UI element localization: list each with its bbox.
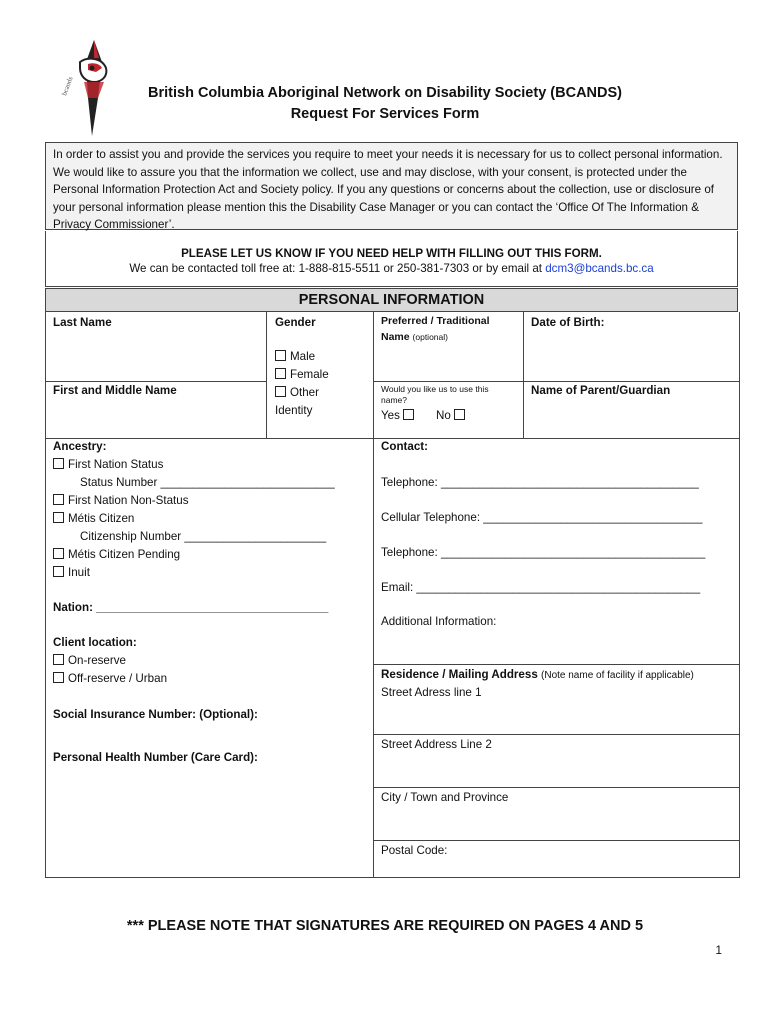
male-checkbox[interactable] (275, 350, 286, 361)
help-heading: PLEASE LET US KNOW IF YOU NEED HELP WITH FILLING OUT THIS FORM. (181, 247, 602, 260)
signature-note: *** PLEASE NOTE THAT SIGNATURES ARE REQUIRED ON PAGES 4 AND 5 (126, 918, 644, 934)
ancestry-first-nation-status[interactable]: First Nation Status (53, 458, 163, 471)
status-number-field[interactable]: Status Number ___________________________ (80, 476, 335, 489)
contact-label: Contact: (381, 440, 429, 453)
form-title-line1: British Columbia Aboriginal Network on Disability Society (BCANDS) (148, 85, 622, 101)
gender-male[interactable]: Male (275, 350, 315, 363)
form-title-line2: Request For Services Form (290, 106, 480, 122)
sin-label: Social Insurance Number: (Optional): (53, 708, 258, 721)
phn-label: Personal Health Number (Care Card): (53, 751, 258, 764)
ancestry-label: Ancestry: (53, 440, 107, 453)
metis-pending-checkbox[interactable] (53, 548, 64, 559)
gender-other[interactable]: Other (275, 386, 319, 399)
yes-checkbox[interactable] (403, 409, 414, 420)
street-line1-field[interactable]: Street Adress line 1 (381, 686, 482, 699)
location-off-reserve[interactable]: Off-reserve / Urban (53, 672, 167, 685)
use-name-yes[interactable]: Yes (381, 409, 418, 422)
section-title: PERSONAL INFORMATION (45, 288, 738, 312)
page-number: 1 (715, 944, 722, 957)
ancestry-first-nation-non-status[interactable]: First Nation Non-Status (53, 494, 189, 507)
non-status-checkbox[interactable] (53, 494, 64, 505)
telephone-field[interactable]: Telephone: ________________________________________ (381, 476, 699, 489)
client-location-label: Client location: (53, 636, 137, 649)
use-name-question2: name? (381, 395, 407, 405)
last-name-label: Last Name (53, 316, 112, 329)
location-on-reserve[interactable]: On-reserve (53, 654, 126, 667)
use-name-no[interactable]: No (436, 409, 469, 422)
svg-text:bcands: bcands (60, 75, 75, 97)
help-box (45, 231, 738, 287)
cellular-telephone-field[interactable]: Cellular Telephone: __________________________________ (381, 511, 703, 524)
street-line2-field[interactable]: Street Address Line 2 (381, 738, 492, 751)
off-reserve-checkbox[interactable] (53, 672, 64, 683)
no-checkbox[interactable] (454, 409, 465, 420)
other-checkbox[interactable] (275, 386, 286, 397)
metis-checkbox[interactable] (53, 512, 64, 523)
citizenship-number-field[interactable]: Citizenship Number ______________________ (80, 530, 327, 543)
parent-guardian-label: Name of Parent/Guardian (531, 384, 671, 397)
residence-label: Residence / Mailing Address (Note name of facility if applicable) (381, 668, 694, 681)
city-province-field[interactable]: City / Town and Province (381, 791, 509, 804)
additional-info-label: Additional Information: (381, 615, 497, 628)
telephone2-field[interactable]: Telephone: _________________________________________ (381, 546, 706, 559)
privacy-notice: In order to assist you and provide the services you require to meet your needs it is necessary for us to collect personal information. We would like to assure you that the information we collect, use and may disclose, with your consent, is protected under the Personal Information Protection Act and Society policy. If you any questions or concerns about the collection, use or disclosure of your personal information please mention this the Disability Case Manager or you can contact the ‘Office Of The Information & Privacy Commissioner’. (45, 142, 738, 230)
on-reserve-checkbox[interactable] (53, 654, 64, 665)
dob-label: Date of Birth: (531, 316, 605, 329)
gender-identity: Identity (275, 404, 313, 417)
ancestry-metis-citizen[interactable]: Métis Citizen (53, 512, 134, 525)
first-nation-status-checkbox[interactable] (53, 458, 64, 469)
preferred-name-label2: Name (optional) (381, 331, 448, 343)
ancestry-metis-pending[interactable]: Métis Citizen Pending (53, 548, 180, 561)
ancestry-inuit[interactable]: Inuit (53, 566, 90, 579)
female-checkbox[interactable] (275, 368, 286, 379)
gender-label: Gender (275, 316, 316, 329)
nation-field[interactable]: Nation: ____________________________________ (53, 601, 329, 614)
help-contact: We can be contacted toll free at: 1-888-815-5511 or 250-381-7303 or by email at dcm3@bcands.bc.ca (129, 262, 654, 275)
gender-female[interactable]: Female (275, 368, 329, 381)
postal-code-field[interactable]: Postal Code: (381, 844, 448, 857)
inuit-checkbox[interactable] (53, 566, 64, 577)
personal-info-table (45, 312, 740, 878)
use-name-question: Would you like us to use this (381, 384, 489, 394)
email-field[interactable]: Email: ____________________________________________ (381, 581, 701, 594)
email-link[interactable]: dcm3@bcands.bc.ca (545, 262, 654, 275)
preferred-name-label: Preferred / Traditional (381, 315, 490, 327)
first-middle-name-label: First and Middle Name (53, 384, 177, 397)
